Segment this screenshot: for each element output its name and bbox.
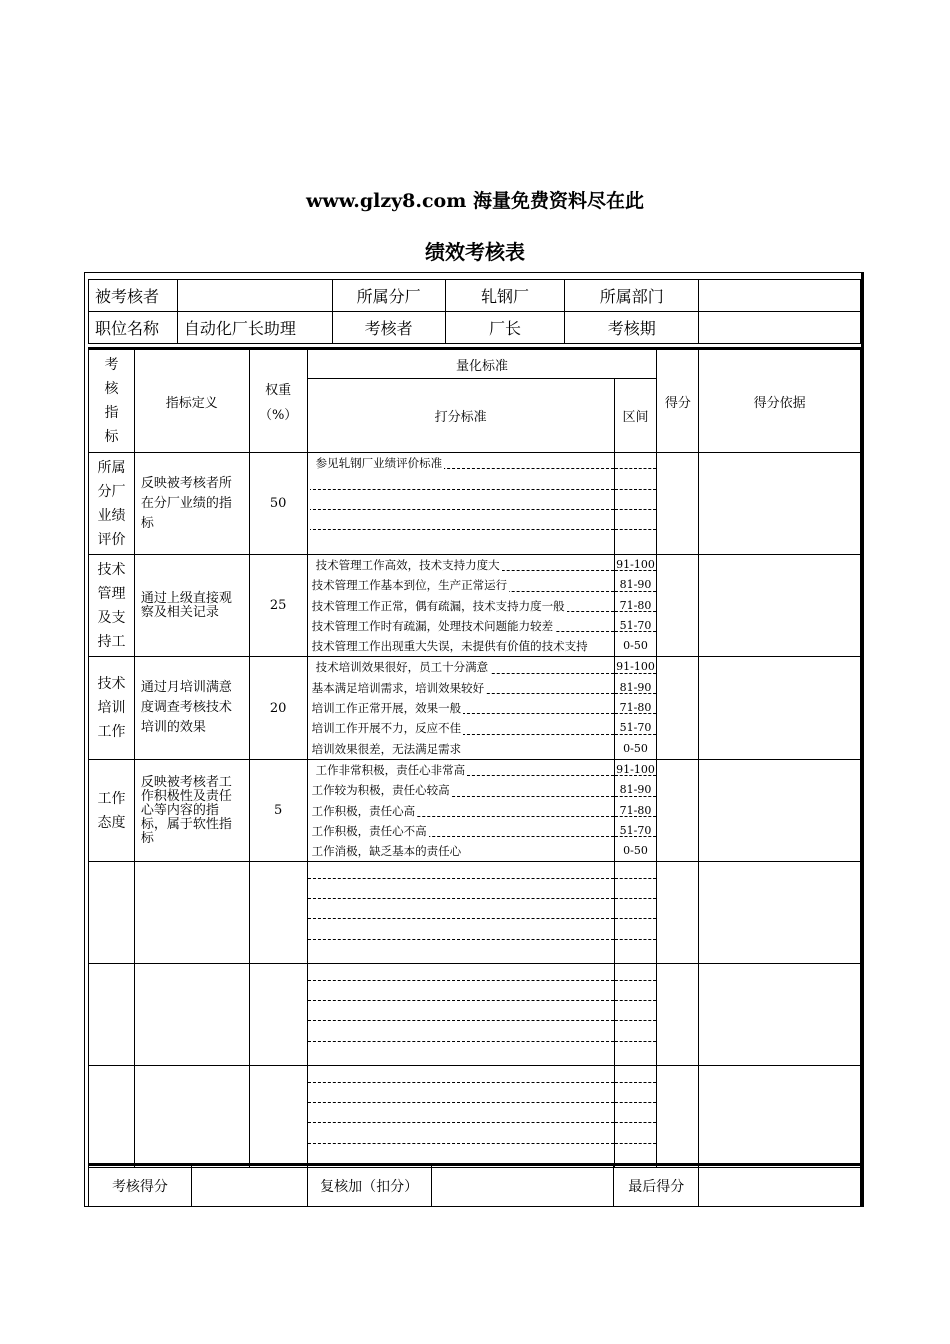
range-value: 0-50 (623, 639, 648, 653)
range-value: 91-100 (616, 558, 655, 571)
name-line: 及支 (97, 609, 126, 626)
standard-line: 技术管理工作时有疏漏，处理技术问题能力较差 (308, 619, 556, 633)
range-value: 81-90 (619, 783, 652, 797)
assessor-value[interactable]: 厂长 (445, 312, 565, 344)
standard-line: 培训效果很差，无法满足需求 (308, 742, 464, 756)
blank-cell[interactable] (89, 862, 135, 964)
indicator-definition: 通过上级直接观察及相关记录 (134, 555, 249, 657)
standard-line: 工作较为积极，责任心较高 (308, 783, 452, 797)
range-cells (614, 759, 657, 861)
scoring-standards (307, 657, 614, 759)
period-field[interactable] (699, 312, 861, 344)
dept-field[interactable] (699, 280, 861, 312)
blank-cell[interactable] (89, 1066, 135, 1168)
blank-row (89, 964, 861, 1066)
name-line: 管理 (97, 585, 126, 602)
standard-line: 技术管理工作正常，偶有疏漏，技术支持力度一般 (308, 599, 567, 613)
score-cell[interactable] (657, 657, 699, 759)
score-cell[interactable] (657, 964, 699, 1066)
indicator-weight: 5 (249, 759, 307, 861)
blank-cell[interactable] (89, 964, 135, 1066)
final-score-label: 最后得分 (614, 1165, 699, 1207)
col-quant: 量化标准 (307, 349, 657, 379)
basis-cell[interactable] (699, 964, 861, 1066)
standard-line: 技术管理工作基本到位，生产正常运行 (308, 578, 510, 592)
kpi-table (88, 347, 861, 1168)
range-cells (614, 453, 657, 555)
indicator-name (89, 759, 135, 861)
standard-line: 技术管理工作出现重大失误，未提供有价值的技术支持 (308, 639, 590, 653)
score-cell[interactable] (657, 1066, 699, 1168)
basis-cell[interactable] (699, 1066, 861, 1168)
col-indicator-3: 指 (104, 405, 119, 421)
range-value: 51-70 (619, 721, 652, 735)
blank-cell[interactable] (134, 862, 249, 964)
standard-line: 工作积极，责任心高 (308, 804, 418, 818)
scoring-standards (307, 453, 614, 555)
standard-line: 培训工作开展不力，反应不佳 (308, 721, 464, 735)
blank-standards[interactable] (307, 964, 614, 1066)
range-value: 0-50 (623, 741, 648, 755)
blank-standards[interactable] (307, 862, 614, 964)
range-cells (614, 555, 657, 657)
info-table (88, 279, 861, 344)
table-row (89, 657, 861, 759)
col-weight-label: 权重 (265, 383, 292, 398)
name-line: 评价 (97, 531, 126, 548)
standard-line: 培训工作正常开展，效果一般 (308, 701, 464, 715)
range-value: 0-50 (623, 844, 648, 858)
name-line: 所属 (97, 459, 126, 476)
standard-line: 技术管理工作高效，技术支持力度大 (308, 558, 502, 572)
col-indicator-2: 核 (104, 381, 119, 397)
col-indicator-4: 标 (104, 429, 119, 445)
name-line: 分厂 (97, 483, 126, 500)
table-row (89, 759, 861, 861)
blank-row (89, 862, 861, 964)
blank-cell[interactable] (249, 862, 307, 964)
name-line: 工作 (97, 724, 126, 741)
indicator-weight: 20 (249, 657, 307, 759)
table-row (89, 555, 861, 657)
indicator-weight: 25 (249, 555, 307, 657)
review-adjust-label: 复核加（扣分） (307, 1165, 431, 1207)
score-cell[interactable] (657, 759, 699, 861)
range-value: 81-90 (619, 680, 652, 694)
assessor-label: 考核者 (332, 312, 445, 344)
table-row (89, 453, 861, 555)
standard-line: 技术培训效果很好，员工十分满意 (308, 660, 491, 674)
indicator-weight: 50 (249, 453, 307, 555)
score-cell[interactable] (657, 862, 699, 964)
position-value[interactable]: 自动化厂长助理 (177, 312, 332, 344)
blank-cell[interactable] (249, 964, 307, 1066)
branch-value[interactable]: 轧钢厂 (445, 280, 565, 312)
score-cell[interactable] (657, 453, 699, 555)
col-basis: 得分依据 (699, 349, 861, 453)
col-score: 得分 (657, 349, 699, 453)
standard-line: 工作积极，责任心不高 (308, 824, 429, 838)
assessee-field[interactable] (177, 280, 332, 312)
form-title: 绩效考核表 (425, 240, 525, 264)
standard-line: 工作非常积极，责任心非常高 (308, 763, 468, 777)
scoring-standards (307, 555, 614, 657)
basis-cell[interactable] (699, 862, 861, 964)
standard-line: 参见轧钢厂业绩评价标准 (308, 456, 445, 470)
score-cell[interactable] (657, 555, 699, 657)
period-label: 考核期 (565, 312, 699, 344)
name-line: 持工 (97, 633, 126, 650)
dept-label: 所属部门 (565, 280, 699, 312)
branch-label: 所属分厂 (332, 280, 445, 312)
range-value: 51-70 (619, 618, 652, 632)
blank-ranges[interactable] (614, 862, 657, 964)
review-adjust-field[interactable] (431, 1165, 614, 1207)
col-range: 区间 (614, 379, 657, 453)
range-value: 91-100 (616, 762, 655, 776)
indicator-name (89, 657, 135, 759)
indicator-name (89, 453, 135, 555)
indicator-definition: 通过月培训满意度调查考核技术培训的效果 (134, 657, 249, 759)
blank-row (89, 1066, 861, 1168)
indicator-definition: 反映被考核者工作积极性及责任心等内容的指标，属于软性指标 (134, 759, 249, 861)
name-line: 态度 (97, 814, 126, 831)
range-value: 51-70 (619, 823, 652, 837)
basis-cell[interactable] (699, 453, 861, 555)
total-score-field[interactable] (191, 1165, 307, 1207)
standard-line (308, 497, 310, 511)
range-value: 91-100 (616, 660, 655, 674)
blank-ranges[interactable] (614, 964, 657, 1066)
name-line: 技术 (97, 676, 126, 693)
col-weight (249, 349, 307, 453)
indicator-name (89, 555, 135, 657)
final-score-field[interactable] (699, 1165, 861, 1207)
col-scoring: 打分标准 (307, 379, 614, 453)
standard-line: 基本满足培训需求，培训效果较好 (308, 681, 487, 695)
blank-cell[interactable] (249, 1066, 307, 1168)
basis-cell[interactable] (699, 759, 861, 861)
name-line: 技术 (97, 561, 126, 578)
blank-cell[interactable] (134, 1066, 249, 1168)
standard-line (308, 476, 310, 490)
col-indicator (89, 349, 135, 453)
col-definition: 指标定义 (134, 349, 249, 453)
footer-table (88, 1163, 861, 1207)
range-cells (614, 657, 657, 759)
blank-cell[interactable] (134, 964, 249, 1066)
basis-cell[interactable] (699, 657, 861, 759)
blank-ranges[interactable] (614, 1066, 657, 1168)
total-score-label: 考核得分 (89, 1165, 192, 1207)
assessee-label: 被考核者 (89, 280, 178, 312)
range-value: 71-80 (619, 598, 652, 612)
indicator-definition: 反映被考核者所在分厂业绩的指标 (134, 453, 249, 555)
range-value: 81-90 (619, 578, 652, 592)
basis-cell[interactable] (699, 555, 861, 657)
range-value: 71-80 (619, 701, 652, 715)
name-line: 业绩 (97, 507, 126, 524)
range-value: 71-80 (619, 803, 652, 817)
col-indicator-1: 考 (104, 357, 119, 373)
name-line: 工作 (97, 790, 126, 807)
blank-standards[interactable] (307, 1066, 614, 1168)
standard-line (308, 517, 310, 531)
col-weight-unit: （%） (258, 408, 298, 423)
scoring-standards (307, 759, 614, 861)
name-line: 培训 (97, 700, 126, 717)
site-banner: www.glzy8.com 海量免费资料尽在此 (306, 190, 644, 212)
standard-line: 工作消极，缺乏基本的责任心 (308, 844, 464, 858)
position-label: 职位名称 (89, 312, 178, 344)
